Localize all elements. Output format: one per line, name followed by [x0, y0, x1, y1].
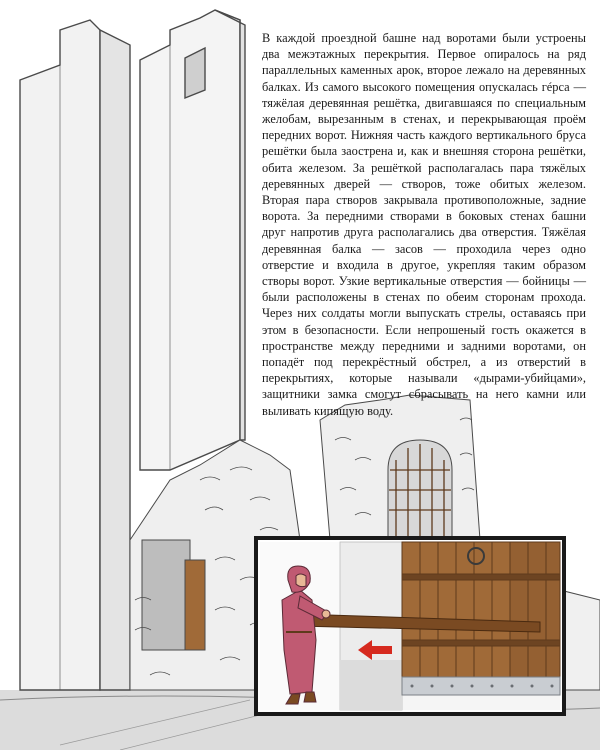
tower-left	[20, 20, 130, 690]
tower-right	[140, 10, 245, 470]
article-paragraph: В каждой проездной башне над воротами были устроены два межэтажных перекрытия. Первое опиралось на ряд параллельных каменных арок, второе лежало на деревянных балках. Из самого высокого помещения опускалась гéрса — тяжёлая деревянная решётка, двигавшаяся по специальным желобам, вырезанным в стенах, и перекрывающая проём передних ворот. Нижняя часть каждого вертикального бруса решётки была заострена и, как и внешняя сторона решётки, обита железом. За решёткой располагалась пара тяжёлых деревянных дверей — створов, тоже обитых железом. Вторая пара створов закрывала противоположные, задние ворота. За передними створами в боковых стенах башни друг напротив друга располагались два отверстия. Тяжёлая деревянная балка — засов — проходила через одно отверстие и входила в другое, укрепляя таким образом створы ворот. Узкие вертикальные отверстия — бойницы — были расположены в стенах по обеим сторонам прохода. Через них солдаты могли выпускать стрелы, оставаясь при этом в безопасности. Если непрошеный гость окажется в пространстве между передними и задними воротами, он попадёт под перекрёстный обстрел, а из отверстий в перекрытиях, которые называли «дырами-убийцами», защитники замка смогут сбрасывать на него камни или выливать кипящую воду.	[262, 31, 586, 418]
inset-panel	[256, 538, 564, 714]
